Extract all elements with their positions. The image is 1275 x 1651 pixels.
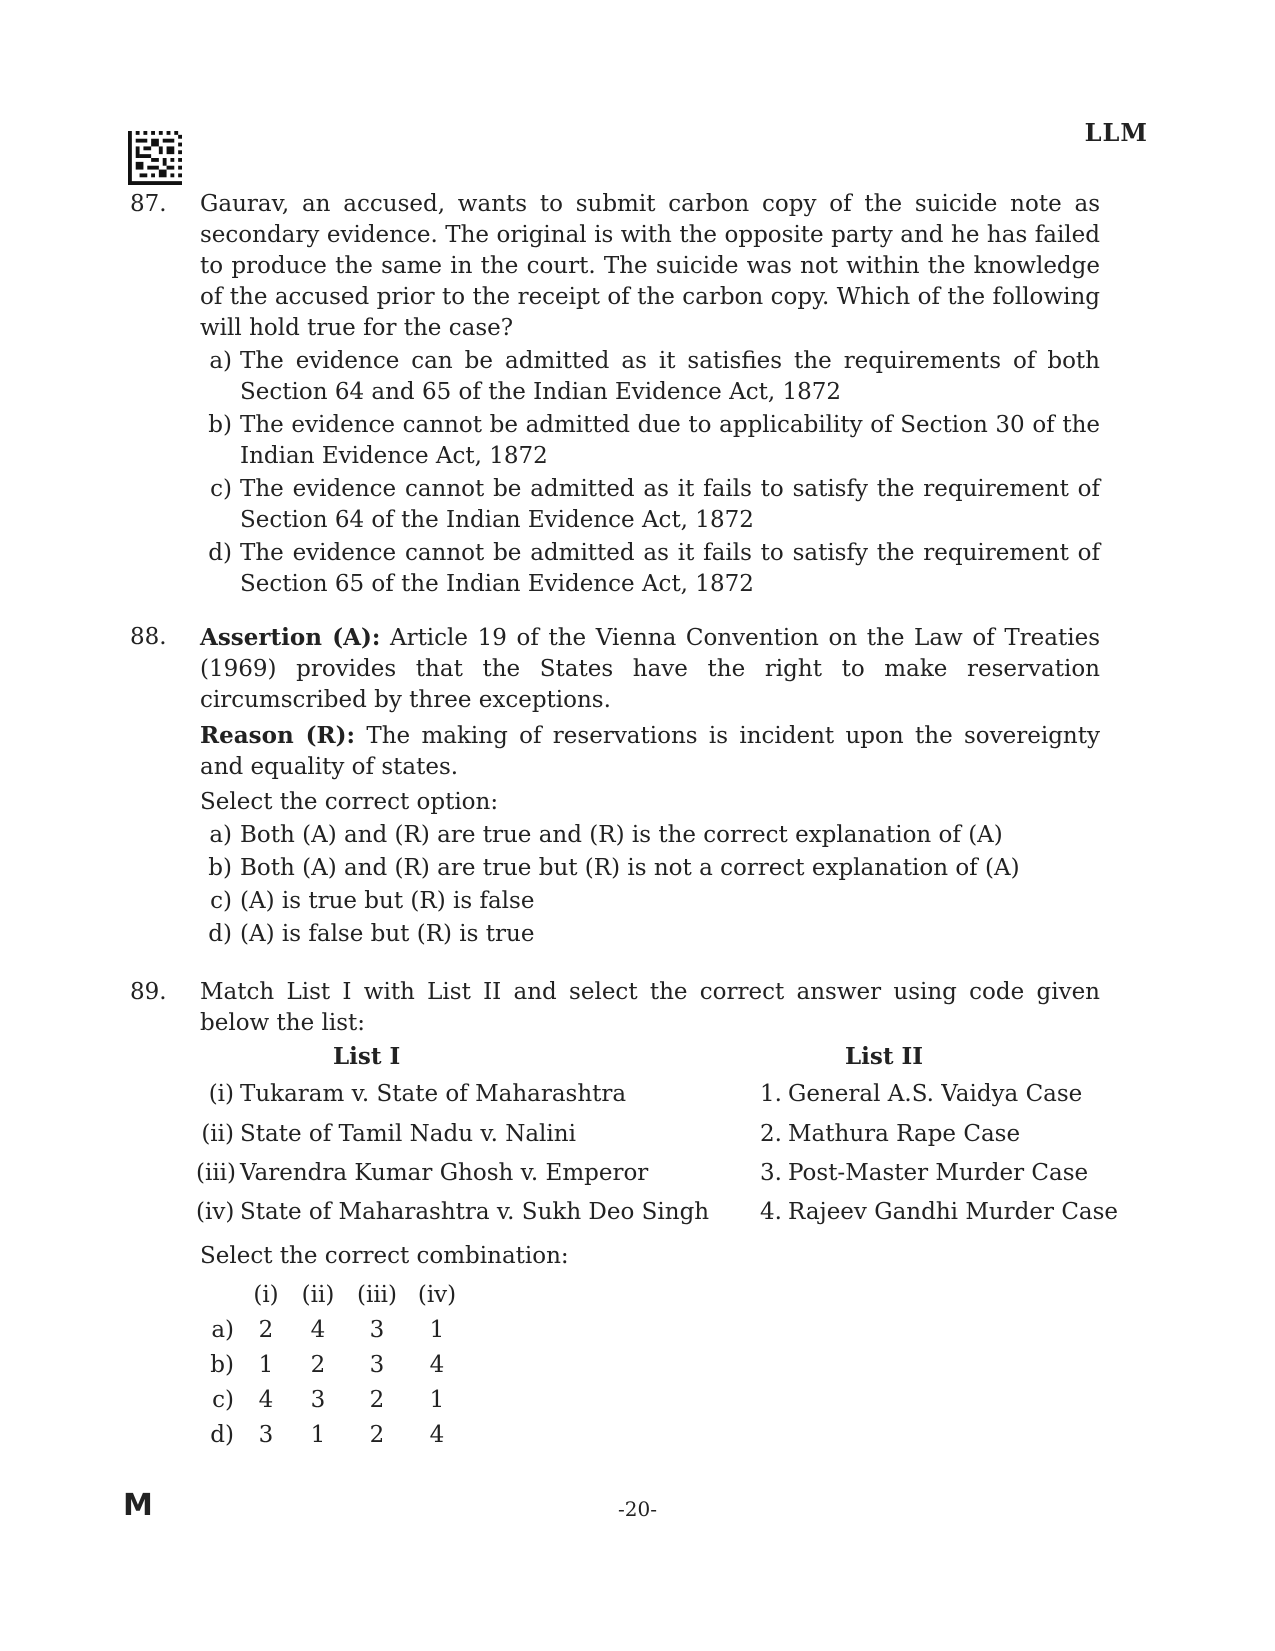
reason-label: Reason (R): bbox=[200, 722, 356, 749]
combination-prompt: Select the correct combination: bbox=[200, 1243, 569, 1269]
reason-text: The making of reservations is incident upon the sovereignty and equality of states. bbox=[200, 723, 1100, 780]
code-row-a: a) 2 4 3 1 bbox=[211, 1317, 445, 1343]
question-text: Gaurav, an accused, wants to submit carbon copy of the suicide note as secondary evidence. The original is with the opposite party and he has failed to produce the same in the court. The suicide was not within the knowledge of the accused prior to the receipt of the carbon copy. Which of the following will hold true for the case? bbox=[200, 191, 1100, 341]
code-header: (iv) bbox=[417, 1282, 457, 1308]
codes-header-row bbox=[200, 1278, 464, 1313]
assertion-text: Article 19 of the Vienna Convention on the Law of Treaties (1969) provides that the States have the right to make reservation circumscribed by three exceptions. bbox=[200, 625, 1100, 713]
question-88 bbox=[130, 622, 1100, 952]
question-number: 88. bbox=[130, 624, 167, 650]
list-2-heading: List II bbox=[845, 1043, 924, 1070]
code-row-c: c) 4 3 2 1 bbox=[212, 1387, 445, 1413]
code-row-b: b) 1 2 3 4 bbox=[210, 1352, 445, 1378]
page-number: -20- bbox=[618, 1497, 657, 1521]
option-b: b) Both (A) and (R) are true but (R) is not a correct explanation of (A) bbox=[208, 855, 1020, 881]
question-89 bbox=[130, 977, 1119, 1453]
option-b: b) The evidence cannot be admitted due to applicability of Section 30 of the Indian Evidence Act, 1872 bbox=[208, 412, 1100, 469]
match-lists: List I List II (i) Tukaram v. State of Maharashtra (ii) State of Tamil Nadu v. Nalini (iii) Varendra Kumar Ghosh v. Emperor (iv) State of Maharashtra v. Sukh Deo Singh 1. General A.S. Vaidya Case 2. Mathura Rape Case 3. Post-Master Murder Case 4. Rajeev Gandhi Murder Case bbox=[196, 1043, 1119, 1225]
question-number: 89. bbox=[130, 979, 167, 1005]
code-header: (i) bbox=[253, 1282, 279, 1308]
option-prompt: Select the correct option: bbox=[200, 789, 499, 815]
qr-code bbox=[128, 131, 182, 185]
option-d: d) (A) is false but (R) is true bbox=[208, 921, 535, 947]
assertion-label: Assertion (A): bbox=[200, 624, 381, 651]
options-list bbox=[200, 346, 1100, 600]
footer-series-letter: M bbox=[123, 1488, 153, 1523]
code-row-d: d) 3 1 2 4 bbox=[210, 1422, 445, 1448]
code-header: (iii) bbox=[356, 1282, 397, 1308]
paper-code: LLM bbox=[1084, 118, 1148, 147]
option-d: d) The evidence cannot be admitted as it fails to satisfy the requirement of Section 65 of the Indian Evidence Act, 1872 bbox=[208, 540, 1100, 597]
question-number: 87. bbox=[130, 191, 167, 217]
answer-codes-table bbox=[200, 1278, 464, 1453]
option-c: c) (A) is true but (R) is false bbox=[210, 888, 535, 914]
option-a: a) Both (A) and (R) are true and (R) is the correct explanation of (A) bbox=[209, 822, 1003, 848]
question-87 bbox=[130, 189, 1100, 602]
reason bbox=[200, 720, 1100, 783]
options-list bbox=[200, 820, 1100, 950]
assertion bbox=[200, 622, 1100, 716]
question-text: Match List I with List II and select the correct answer using code given below the list: bbox=[200, 979, 1100, 1036]
code-header: (ii) bbox=[301, 1282, 335, 1308]
option-c: c) The evidence cannot be admitted as it fails to satisfy the requirement of Section 64 of the Indian Evidence Act, 1872 bbox=[210, 476, 1100, 533]
option-a: a) The evidence can be admitted as it satisfies the requirements of both Section 64 and 65 of the Indian Evidence Act, 1872 bbox=[209, 348, 1100, 405]
list-1-heading: List I bbox=[333, 1043, 401, 1070]
